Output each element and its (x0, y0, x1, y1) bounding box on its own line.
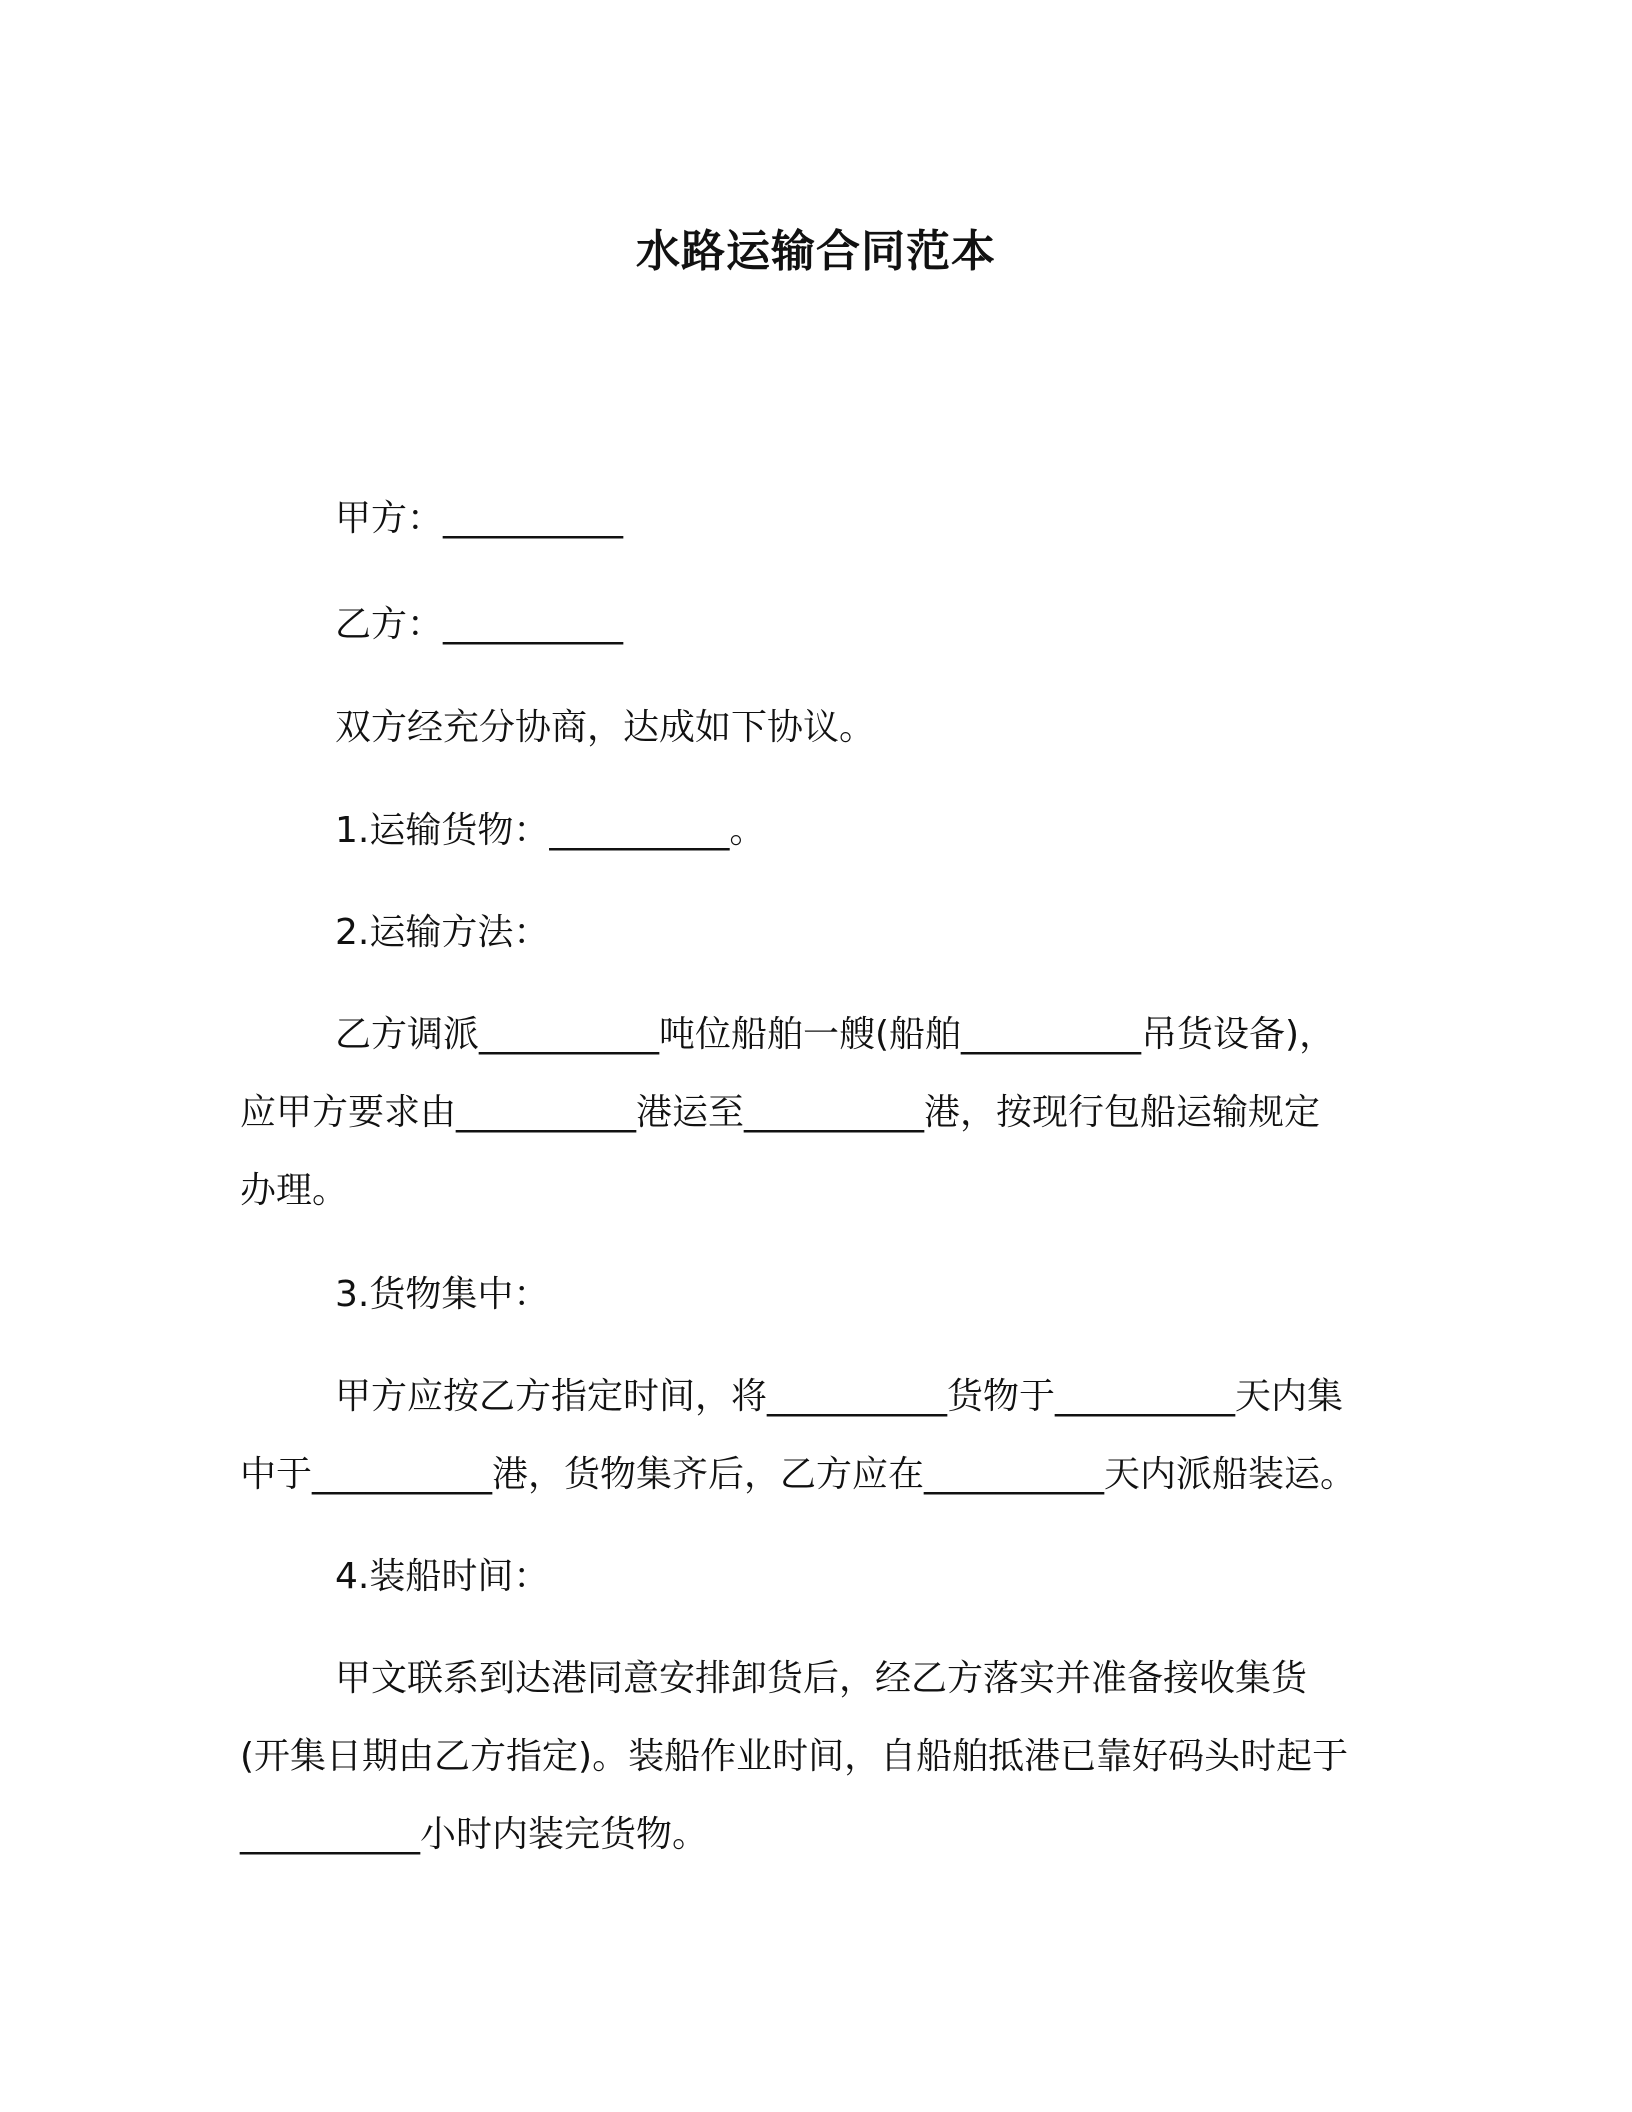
section-4-text-line: 甲文联系到达港同意安排卸货后，经乙方落实并准备接收集货 (335, 1658, 1308, 1699)
section-4-text-line: __________小时内装完货物。 (240, 1814, 709, 1855)
section-4-text-line: (开集日期由乙方指定)。装船作业时间，自船舶抵港已靠好码头时起于 (240, 1736, 1349, 1777)
section-2-text-line: 应甲方要求由__________港运至__________港，按现行包船运输规定 (240, 1092, 1321, 1133)
section-1-heading: 1.运输货物：__________。 (335, 810, 766, 851)
party-b-line: 乙方：__________ (335, 604, 624, 645)
section-2-text-line: 乙方调派__________吨位船舶一艘(船舶__________吊货设备)， (335, 1014, 1336, 1055)
intro-paragraph: 双方经充分协商，达成如下协议。 (335, 707, 876, 748)
party-a-line: 甲方：__________ (335, 498, 624, 539)
section-2-text-line: 办理。 (240, 1170, 349, 1211)
section-3-text-line: 甲方应按乙方指定时间，将__________货物于__________天内集 (335, 1376, 1344, 1417)
section-3-heading: 3.货物集中： (335, 1274, 550, 1315)
section-3-text-line: 中于__________港，货物集齐后，乙方应在__________天内派船装运。 (240, 1454, 1357, 1495)
section-4-heading: 4.装船时间： (335, 1556, 550, 1597)
document-title: 水路运输合同范本 (636, 226, 996, 277)
section-2-heading: 2.运输方法： (335, 912, 550, 953)
